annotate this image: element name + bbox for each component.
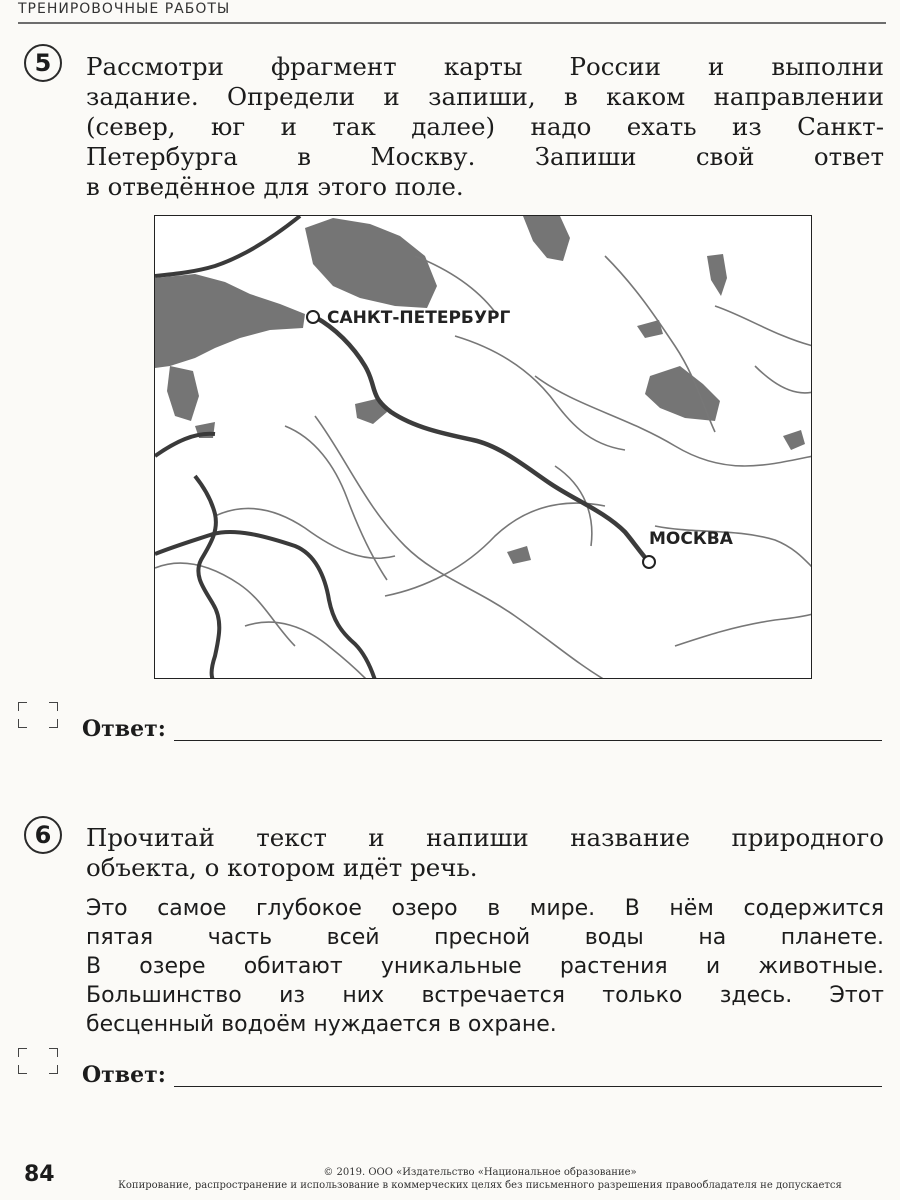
ladoga-lake [305,218,437,308]
small-lake-2 [783,430,805,450]
task6-passage [86,894,884,1039]
score-box-6 [18,1048,58,1074]
small-lake-4 [507,546,531,564]
state-border [155,216,300,276]
passage-line: пятая часть всей пресной воды на планете. [86,925,884,950]
russia-map-fragment [154,215,812,679]
copyright-notice [80,1166,880,1192]
passage-line: В озере обитают уникальные растения и животные. [86,954,884,979]
task6-line: объекта, о котором идёт речь. [86,853,478,882]
task5-line: Петербурга в Москву. Запиши свой ответ [86,142,884,171]
task5-line: (север, юг и так далее) надо ехать из Санкт- [86,112,884,141]
peipus-lake [167,366,199,421]
task-number-6 [24,816,62,854]
task6-line: Прочитай текст и напиши название природного [86,823,884,852]
copyright-line-1: © 2019. ООО «Издательство «Национальное образование» [323,1167,637,1178]
answer-6-field[interactable] [174,1086,882,1087]
task5-line: в отведённое для этого поле. [86,172,464,201]
passage-line: Это самое глубокое озеро в мире. В нём содержится [86,896,884,921]
answer-6 [82,1062,882,1092]
map-svg [155,216,812,679]
gulf-of-finland [155,274,305,368]
task6-question [86,823,884,883]
answer-5-label: Ответ: [82,716,166,742]
state-border [195,476,219,679]
task5-line: задание. Определи и запиши, в каком направлении [86,82,884,111]
copyright-line-2: Копирование, распространение и использование в коммерческих целях без письменного разрешения правообладателя не допускается [118,1180,842,1191]
task-number-5 [24,44,62,82]
passage-line: бесценный водоём нуждается в охране. [86,1012,557,1037]
score-box-5 [18,702,58,728]
spb-marker [307,311,319,323]
small-lake-1 [707,254,727,296]
moscow-marker [643,556,655,568]
task5-question [86,52,884,202]
page-number: 84 [24,1162,55,1187]
task-number-6-label: 6 [34,821,52,849]
task5-line: Рассмотри фрагмент карты России и выполни [86,52,884,81]
answer-5-field[interactable] [174,740,882,741]
railway-route [315,317,649,562]
rybinsk-reservoir [645,366,720,421]
spb-label: САНКТ-ПЕТЕРБУРГ [327,308,511,328]
moscow-label: МОСКВА [649,529,733,549]
onega-lake [523,216,570,261]
passage-line: Большинство из них встречается только здесь. Этот [86,983,884,1008]
running-header [18,0,886,24]
task-number-5-label: 5 [34,49,52,77]
header-title: ТРЕНИРОВОЧНЫЕ РАБОТЫ [18,1,231,17]
answer-5 [82,716,882,746]
answer-6-label: Ответ: [82,1062,166,1088]
